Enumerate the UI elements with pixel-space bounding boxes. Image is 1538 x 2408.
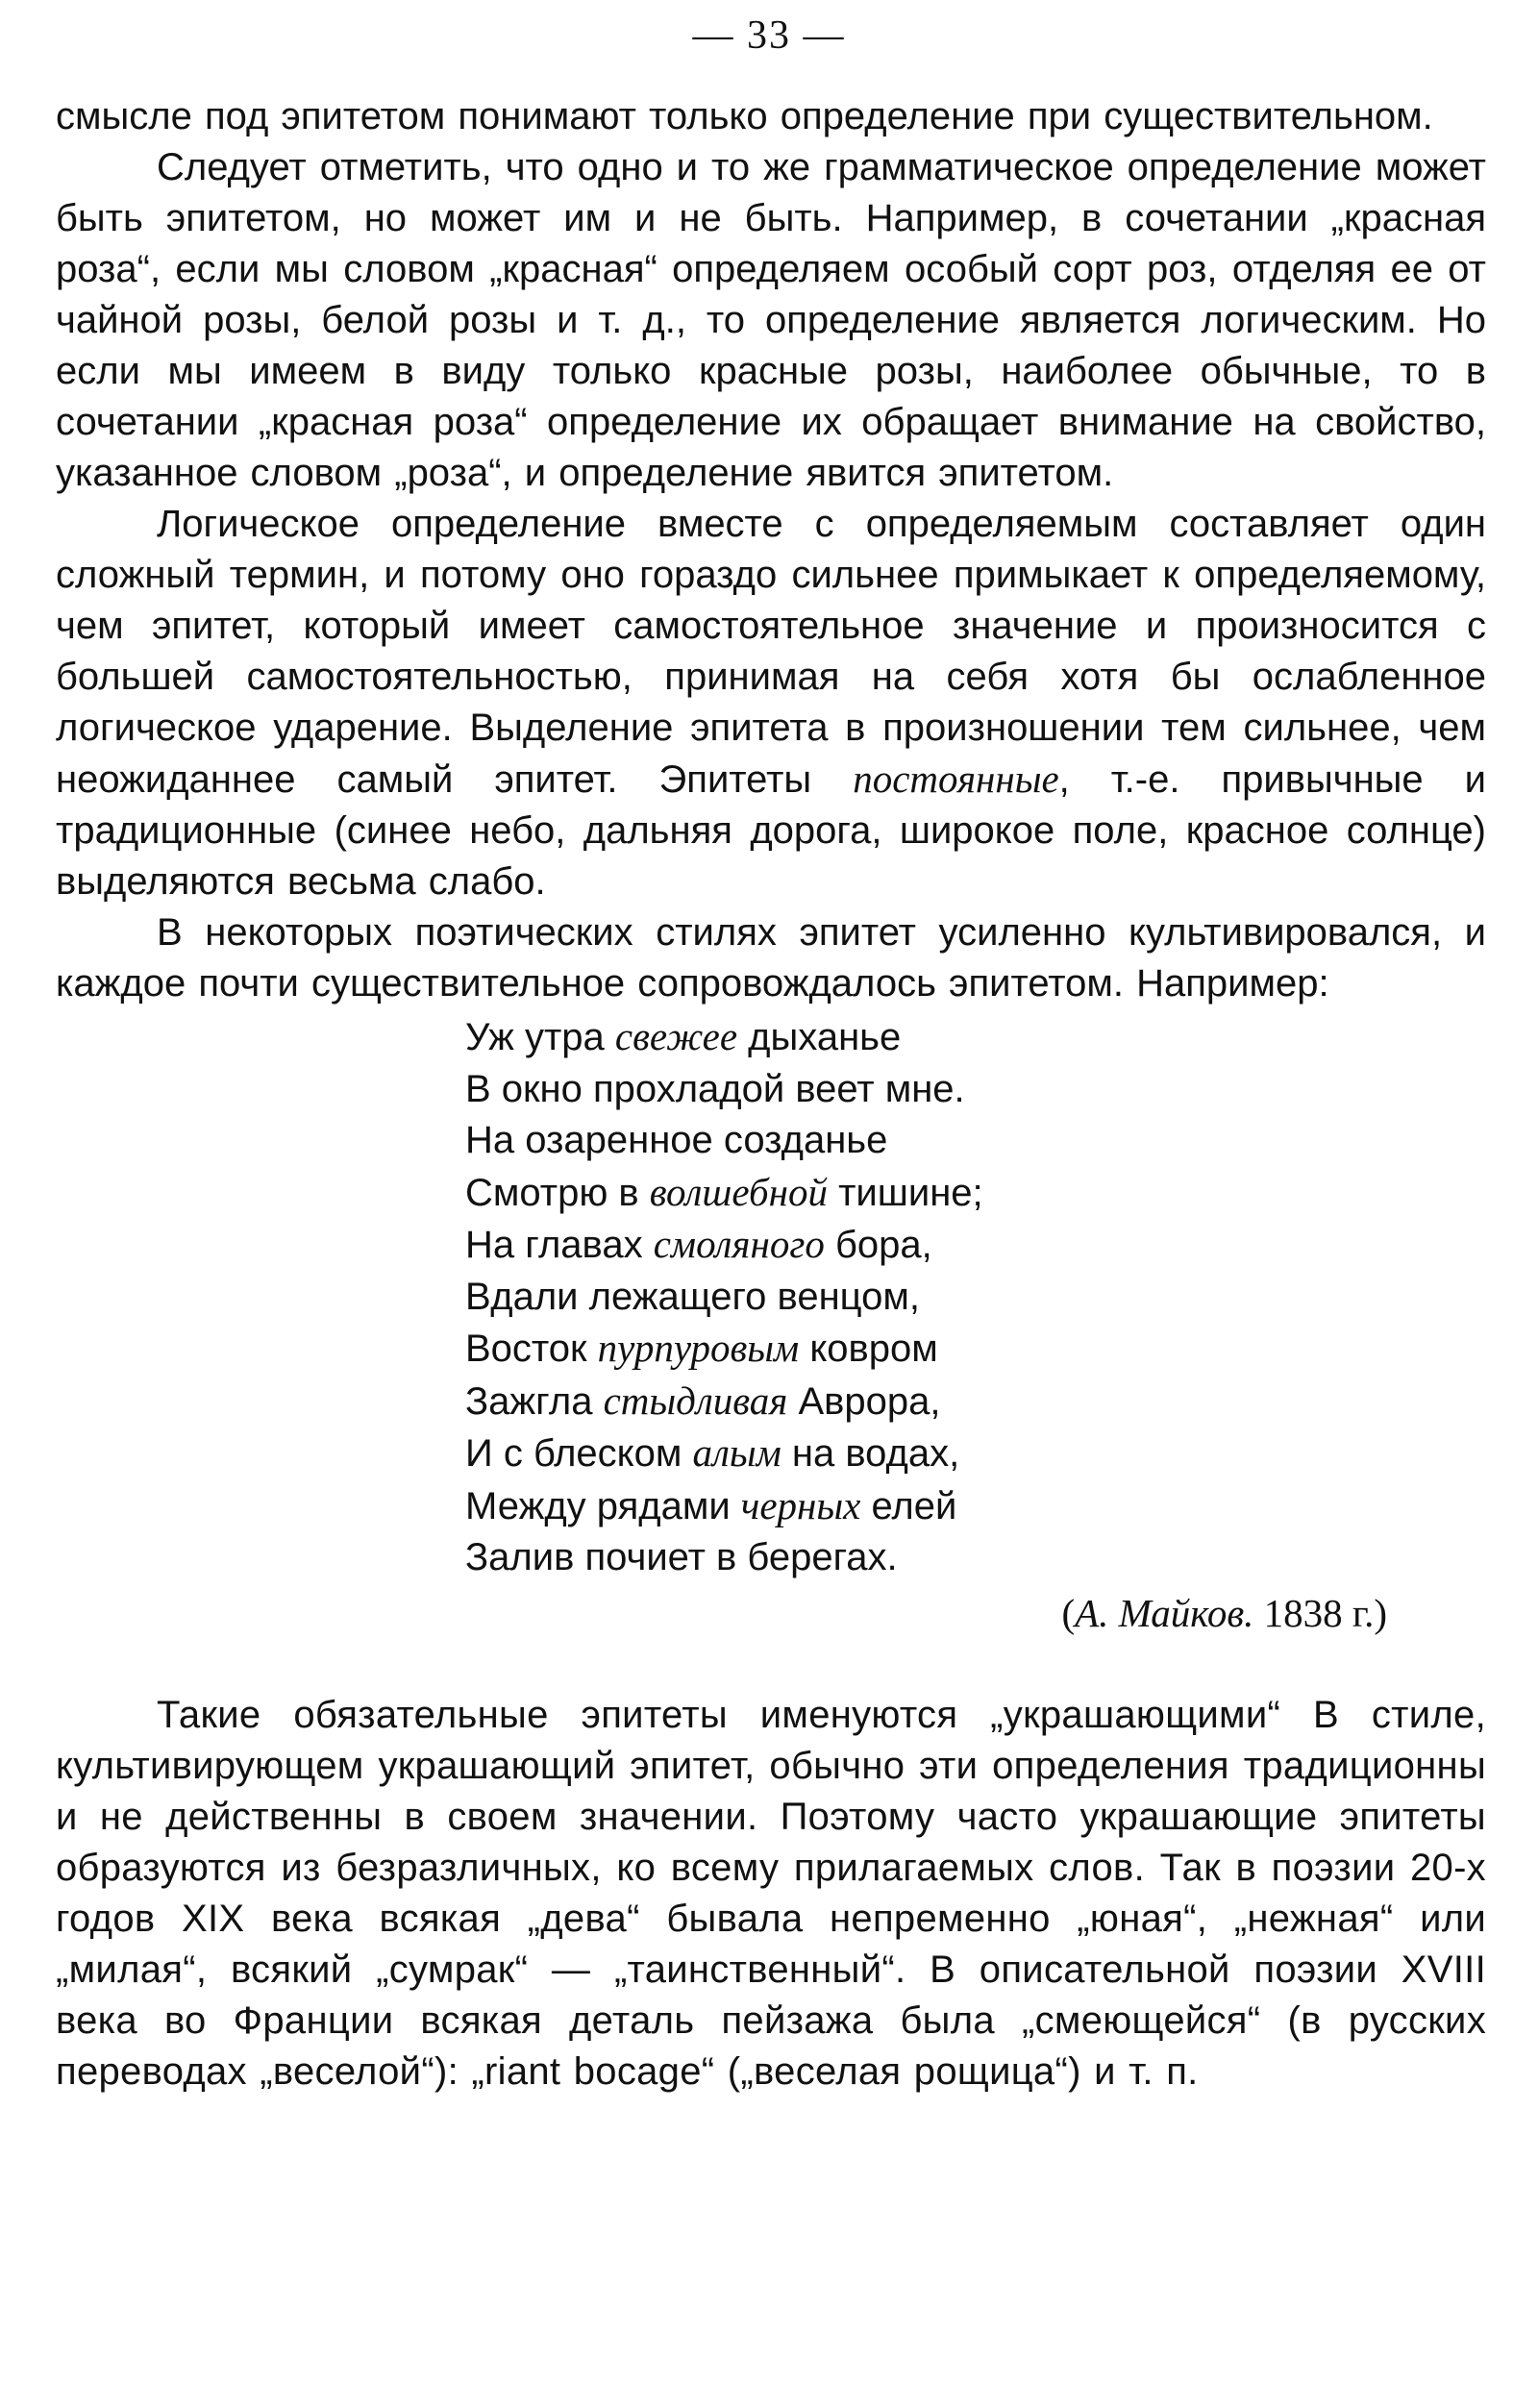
poem-line	[465, 1115, 1486, 1167]
poem-line-text: В окно прохладой веет мне.	[465, 1067, 965, 1110]
poem-line-text: Восток	[465, 1328, 598, 1370]
poem-line-text: елей	[860, 1484, 957, 1527]
poem-line	[465, 1219, 1486, 1272]
page-body	[56, 91, 1486, 2098]
poem-epithet: стыдливая	[603, 1378, 788, 1423]
page-number: — 33 —	[692, 13, 846, 58]
poem-line-text: ковром	[799, 1328, 938, 1370]
attribution-year: 1838 г.)	[1253, 1590, 1387, 1635]
poem-line-text: на водах,	[781, 1432, 960, 1475]
paragraph-continuation: смысле под эпитетом понимают только определение при существительном.	[56, 95, 1433, 137]
poem-line	[465, 1011, 1486, 1064]
poem-line-text: И с блеском	[465, 1432, 693, 1475]
poem-line	[465, 1167, 1486, 1220]
poem-line	[465, 1323, 1486, 1376]
poem-quote	[465, 1011, 1486, 1584]
poem-epithet: черных	[740, 1482, 861, 1527]
poem-line	[465, 1532, 1486, 1584]
poem-line-text: Аврора,	[787, 1379, 941, 1423]
poem-line-text: Вдали лежащего венцом,	[465, 1275, 920, 1318]
poem-line-text: На главах	[465, 1224, 654, 1266]
poem-epithet: алым	[692, 1430, 781, 1475]
poem-line	[465, 1376, 1486, 1428]
attribution-open-paren: (	[1061, 1590, 1076, 1635]
italic-term: постоянные	[853, 757, 1059, 801]
paragraph-text: Логическое определение вместе с определяемым составляет один сложный термин, и потому оно гораздо сильнее примыкает к определяемому, чем эпитет, который имеет самостоятельное значение и произносится с большей самостоятельностью, принимая на себя хотя бы ослабленное логическое ударение. Выделение эпитета в произношении тем сильнее, чем неожиданнее самый эпитет. Эпитеты	[56, 503, 1486, 801]
poem-epithet: свежее	[614, 1014, 738, 1058]
paragraph-logical-definition	[56, 499, 1486, 907]
poem-epithet: волшебной	[649, 1169, 828, 1214]
poem-line-text: бора,	[824, 1224, 932, 1266]
poem-line-text: тишине;	[827, 1171, 983, 1214]
poem-line-text: Зажгла	[465, 1379, 604, 1423]
poem-line	[465, 1427, 1486, 1480]
poem-line	[465, 1272, 1486, 1324]
blank-line	[56, 1639, 1486, 1690]
poem-line-text: дыханье	[737, 1016, 902, 1058]
paragraph-decorative-epithets: Такие обязательные эпитеты именуются „украшающими“ В стиле, культивирующем украшающий эпитет, обычно эти определения традиционны и не действенны в своем значении. Поэтому часто украшающие эпитеты образуются из безразличных, ко всему прилагаемых слов. Так в поэзии 20-х годов XIX века всякая „дева“ бывала непременно „юная“, „нежная“ или „милая“, всякий „сумрак“ — „таинственный“. В описательной поэзии XVIII века во Франции всякая деталь пейзажа была „смеющейся“ (в русских переводах „веселой“): „riant bocage“ („веселая рощица“) и т. п.	[56, 1693, 1486, 2093]
poem-attribution	[56, 1588, 1486, 1639]
poem-line-text: На озаренное созданье	[465, 1119, 888, 1161]
poem-line-text: Между рядами	[465, 1484, 741, 1527]
poem-line	[465, 1480, 1486, 1533]
poem-line-text: Смотрю в	[465, 1171, 650, 1214]
poem-line-text: Залив почиет в берегах.	[465, 1536, 898, 1578]
poem-epithet: пурпуровым	[597, 1326, 800, 1370]
paragraph-red-rose-example: Следует отметить, что одно и то же грамматическое определение может быть эпитетом, но может им и не быть. Например, в сочетании „красная роза“, если мы словом „красная“ определяем особый сорт роз, отделяя ее от чайной розы, белой розы и т. д., то определение является логическим. Но если мы имеем в виду только красные розы, наиболее обычные, то в сочетании „красная роза“ определение их обращает внимание на свойство, указанное словом „роза“, и определение явится эпитетом.	[56, 146, 1486, 494]
paragraph-poetic-styles: В некоторых поэтических стилях эпитет усиленно культивировался, и каждое почти существительное сопровождалось эпитетом. Например:	[56, 911, 1486, 1005]
poem-line-text: Уж утра	[465, 1016, 615, 1058]
poem-epithet: смоляного	[653, 1222, 825, 1266]
attribution-author: А. Майков.	[1075, 1590, 1254, 1635]
poem-line	[465, 1064, 1486, 1116]
paragraph-text: , т.-е. привычные и традиционные (синее небо, дальняя дорога, широкое поле, красное солнце) выделяются весьма слабо.	[56, 758, 1487, 903]
